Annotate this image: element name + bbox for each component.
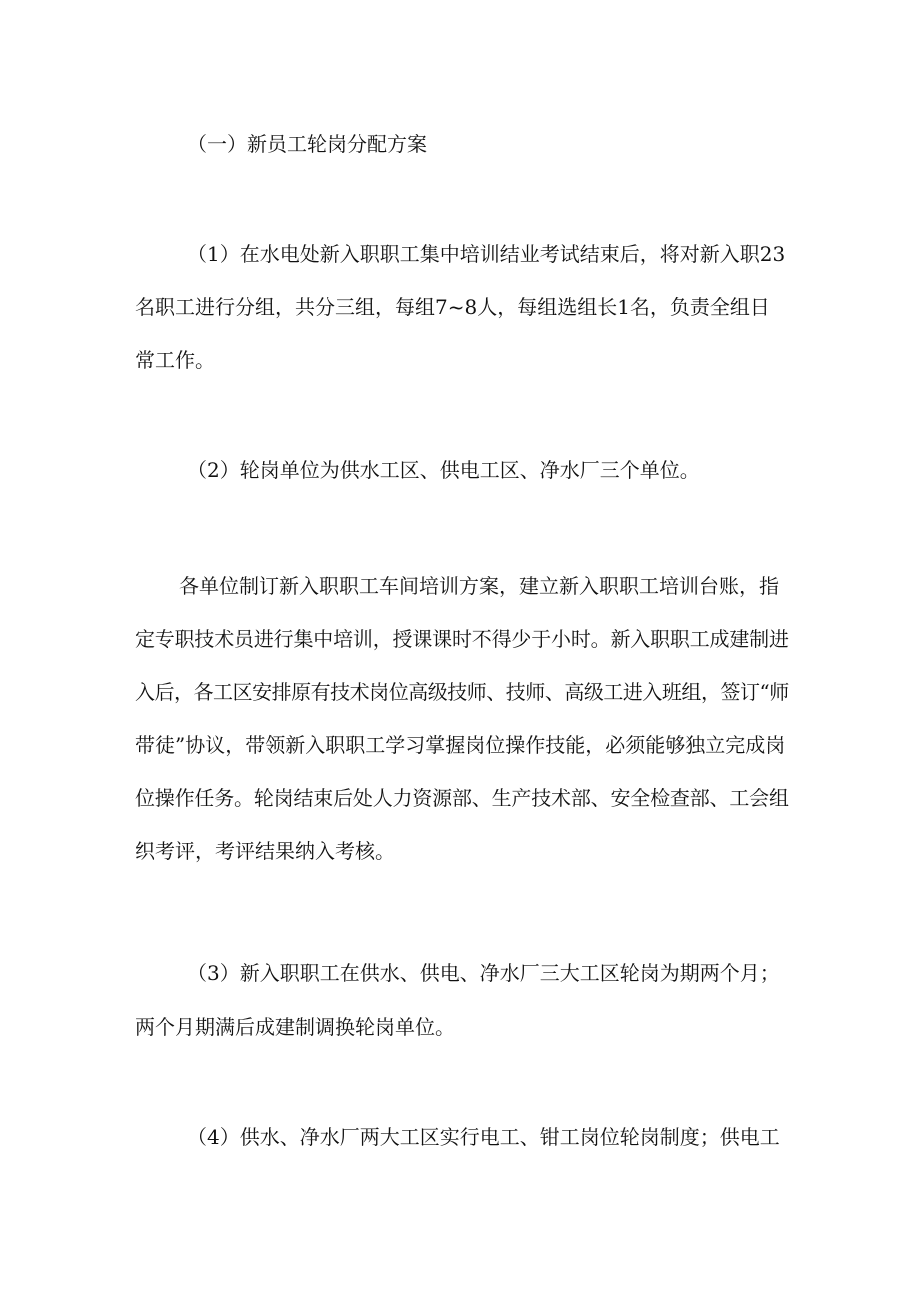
paragraph-3-line-3: 入后，各工区安排原有技术岗位高级技师、技师、高级工进入班组，签订“师 [135,680,789,704]
paragraph-2-line-1: （2）轮岗单位为供水工区、供电工区、净水厂三个单位。 [187,458,700,482]
paragraph-1-line-1: （1）在水电处新入职职工集中培训结业考试结束后，将对新入职23 [187,242,786,266]
paragraph-3-line-5: 位操作任务。轮岗结束后处人力资源部、生产技术部、安全检查部、工会组 [135,786,789,810]
paragraph-3-line-2: 定专职技术员进行集中培训，授课课时不得少于小时。新入职职工成建制进 [135,627,789,651]
paragraph-3-line-1: 各单位制订新入职职工车间培训方案，建立新入职职工培训台账，指 [179,574,779,598]
paragraph-5-line-1: （4）供水、净水厂两大工区实行电工、钳工岗位轮岗制度；供电工 [187,1125,780,1149]
paragraph-3-line-6: 织考评，考评结果纳入考核。 [135,839,395,863]
paragraph-4-line-2: 两个月期满后成建制调换轮岗单位。 [135,1015,455,1039]
section-heading: （一）新员工轮岗分配方案 [187,132,427,156]
paragraph-3-line-4: 带徒”协议，带领新入职职工学习掌握岗位操作技能，必须能够独立完成岗 [135,733,786,757]
paragraph-4-line-1: （3）新入职职工在供水、供电、净水厂三大工区轮岗为期两个月； [187,961,780,985]
paragraph-1-line-3: 常工作。 [135,348,215,372]
paragraph-1-line-2: 名职工进行分组，共分三组，每组7~8人，每组选组长1名，负责全组日 [135,295,770,319]
